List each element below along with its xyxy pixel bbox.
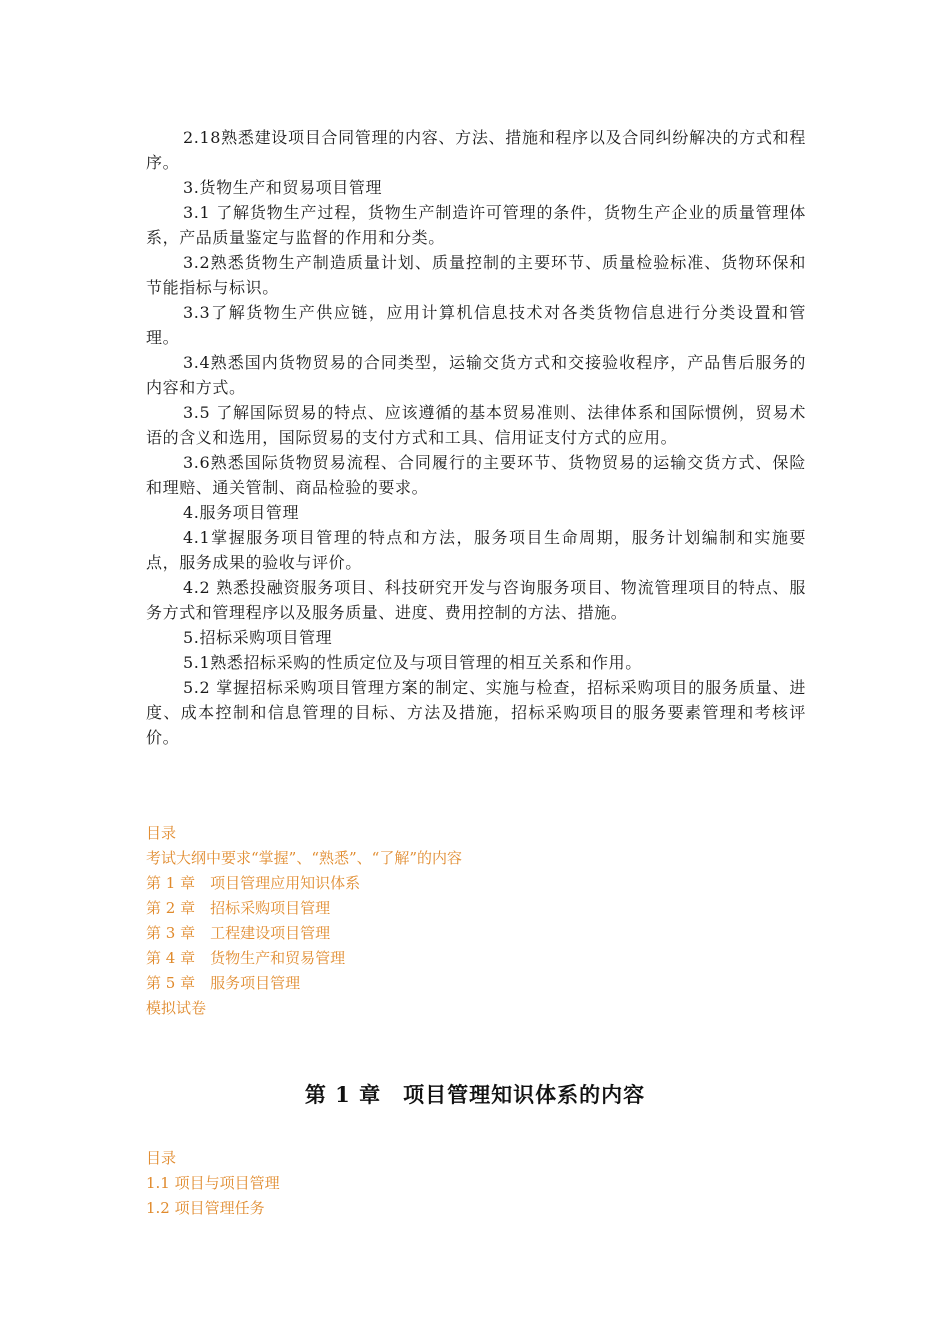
paragraph-4-2: 4.2 熟悉投融资服务项目、科技研究开发与咨询服务项目、物流管理项目的特点、服务方式和管理程序以及服务质量、进度、费用控制的方法、措施。 <box>146 578 806 622</box>
paragraph-3-6: 3.6熟悉国际货物贸易流程、合同履行的主要环节、货物贸易的运输交货方式、保险和理赔、通关管制、商品检验的要求。 <box>146 453 806 497</box>
paragraph-3-4: 3.4熟悉国内货物贸易的合同类型，运输交货方式和交接验收程序，产品售后服务的内容和方式。 <box>146 353 806 397</box>
chapter-1-heading: 第 1 章 项目管理知识体系的内容 <box>304 1082 646 1107</box>
chapter-table-of-contents <box>146 1146 746 1221</box>
paragraph-3-2: 3.2熟悉货物生产制造质量计划、质量控制的主要环节、质量检验标准、货物环保和节能指标与标识。 <box>146 253 806 297</box>
section-heading-4: 4.服务项目管理 <box>183 503 300 522</box>
toc-link-chapter-4[interactable]: 第 4 章 货物生产和贸易管理 <box>146 949 346 967</box>
toc-link-mock-exam[interactable]: 模拟试卷 <box>146 999 207 1017</box>
toc-link-chapter-3[interactable]: 第 3 章 工程建设项目管理 <box>146 924 331 942</box>
chapter-toc-title-link[interactable]: 目录 <box>146 1149 177 1167</box>
paragraph-5-2: 5.2 掌握招标采购项目管理方案的制定、实施与检查，招标采购项目的服务质量、进度、成本控制和信息管理的目标、方法及措施，招标采购项目的服务要素管理和考核评价。 <box>146 678 806 747</box>
section-heading-3: 3.货物生产和贸易项目管理 <box>183 178 383 197</box>
toc-link-section-1-1[interactable]: 1.1 项目与项目管理 <box>146 1174 280 1192</box>
toc-link-section-1-2[interactable]: 1.2 项目管理任务 <box>146 1199 265 1217</box>
paragraph-3-5: 3.5 了解国际贸易的特点、应该遵循的基本贸易准则、法律体系和国际惯例，贸易术语的含义和选用，国际贸易的支付方式和工具、信用证支付方式的应用。 <box>146 403 806 447</box>
paragraph-5-1: 5.1熟悉招标采购的性质定位及与项目管理的相互关系和作用。 <box>183 653 642 672</box>
toc-link-chapter-5[interactable]: 第 5 章 服务项目管理 <box>146 974 301 992</box>
paragraph-4-1: 4.1掌握服务项目管理的特点和方法，服务项目生命周期，服务计划编制和实施要点，服务成果的验收与评价。 <box>146 528 806 572</box>
syllabus-body <box>146 125 806 750</box>
section-heading-5: 5.招标采购项目管理 <box>183 628 333 647</box>
paragraph-3-3: 3.3了解货物生产供应链，应用计算机信息技术对各类货物信息进行分类设置和管理。 <box>146 303 806 347</box>
toc-title-link[interactable]: 目录 <box>146 824 177 842</box>
toc-link-chapter-2[interactable]: 第 2 章 招标采购项目管理 <box>146 899 331 917</box>
paragraph-3-1: 3.1 了解货物生产过程，货物生产制造许可管理的条件，货物生产企业的质量管理体系，产品质量鉴定与监督的作用和分类。 <box>146 203 806 247</box>
paragraph-2-18: 2.18熟悉建设项目合同管理的内容、方法、措施和程序以及合同纠纷解决的方式和程序。 <box>146 128 806 172</box>
toc-link-chapter-1[interactable]: 第 1 章 项目管理应用知识体系 <box>146 874 361 892</box>
table-of-contents <box>146 821 746 1021</box>
toc-link-syllabus-requirements[interactable]: 考试大纲中要求“掌握”、“熟悉”、“了解”的内容 <box>146 849 463 867</box>
